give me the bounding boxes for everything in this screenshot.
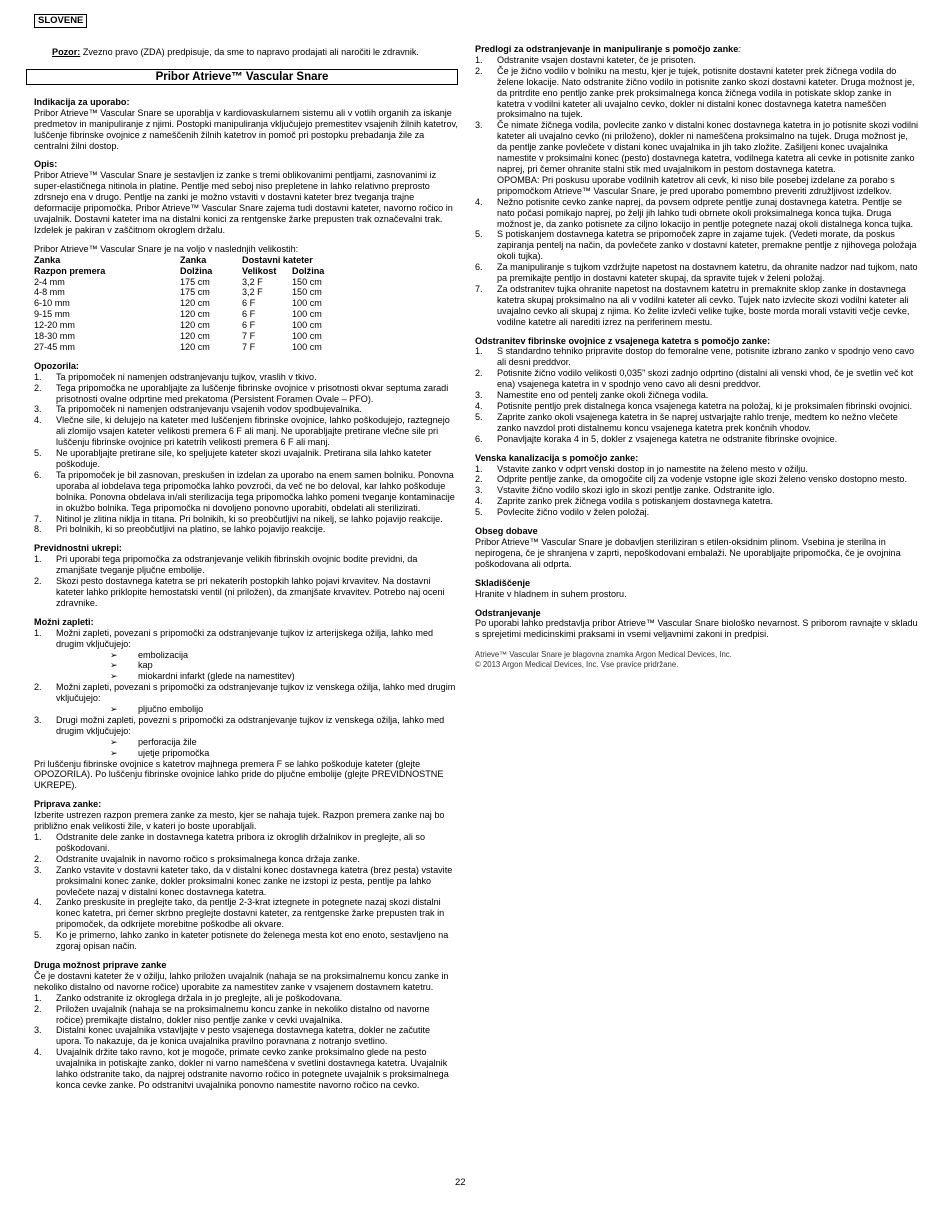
warnings-section	[34, 361, 458, 536]
item-text: Potisnite žično vodilo velikosti 0,035" skozi zadnjo odprtino (distalni ali venski vhod, če je svetlin več kot ena) vsajenega katetra in v spodnjo veno cavo ali desni preddvor.	[497, 368, 914, 390]
heading-suffix: :	[738, 44, 741, 54]
list-item	[34, 1047, 458, 1091]
item-number: 2.	[475, 474, 483, 485]
item-number: 1.	[34, 371, 42, 382]
item-number: 1.	[34, 554, 42, 565]
list-item	[34, 404, 458, 415]
table-row	[34, 298, 324, 309]
list-item	[34, 897, 458, 930]
item-number: 8.	[34, 524, 42, 535]
arrow-bullet-icon: ➢	[110, 671, 118, 682]
storage-section	[475, 578, 920, 600]
section-text: Po uporabi lahko predstavlja pribor Atrieve™ Vascular Snare biološko nevarnost. S priborom ravnajte v skladu s sprejetimi medicinskimi praksami in vsemi veljavnimi zakoni in predpisi.	[475, 618, 918, 640]
caution-statement	[34, 47, 458, 58]
item-number: 1.	[475, 463, 483, 474]
manipulation-section	[475, 44, 920, 328]
list-item	[475, 229, 920, 262]
list-item	[34, 628, 458, 683]
item-number: 3.	[34, 1025, 42, 1036]
item-text: Zaprite zanko okoli vsajenega katetra in še naprej ustvarjajte rahlo trenje, medtem ko nežno vlečete zanko navzdol proti distalnemu koncu vsajenega katetra prek končnih vhodov.	[497, 411, 898, 433]
item-text: Pri bolnikih, ki so preobčutljivi na platino, se lahko pojavijo reakcije.	[56, 524, 326, 535]
section-heading: Druga možnost priprave zanke	[34, 959, 167, 970]
table-cell: 120 cm	[180, 320, 210, 331]
item-text: Zaprite zanko prek žičnega vodila s potiskanjem dostavnega katetra.	[497, 496, 773, 507]
item-number: 2.	[34, 682, 42, 693]
list-item	[34, 1004, 458, 1026]
item-text: Ne uporabljajte pretirane sile, ko speljujete kateter skozi uvajalnik. Pretirana sila lahko kateter poškoduje.	[56, 448, 432, 469]
list-item	[475, 55, 920, 66]
table-cell: 150 cm	[292, 276, 322, 287]
list-item	[475, 485, 920, 496]
trademark-notice	[475, 650, 920, 670]
section-text: Če je dostavni kateter že v ožilju, lahko priložen uvajalnik (nahaja se na proksimalnemu koncu zanke in nekoliko distalno od navorne ročice) uporabite za namestitev zanke v vsajenem dostavnem katetru.	[34, 970, 449, 992]
list-item	[475, 346, 920, 368]
indication-section	[34, 97, 458, 152]
item-number: 5.	[34, 930, 42, 941]
language-label: SLOVENE	[34, 14, 87, 28]
table-cell: 120 cm	[180, 341, 210, 352]
item-text: Ta pripomoček je bil zasnovan, preskušen in izdelan za uporabo na enem samen bolniku. Ponovna uporaba al iobdelava tega pripomočka lahko povzroči, da več ne bo deloval, kar lahko poškoduje bolnika. Ponovna obdelava in/ali sterilizacija tega pripomočka lahko pomeni tveganje kontaminacije in okužbo bolnika. Tega pripomočka ni dovoljeno ponovno uporabiti, obdelati ali sterilizirati.	[56, 469, 455, 513]
table-header-cell: Dolžina	[180, 265, 213, 276]
sub-list-item	[110, 737, 458, 748]
list-item	[34, 415, 458, 448]
table-cell: 6 F	[242, 320, 256, 331]
section-text: Hranite v hladnem in suhem prostoru.	[475, 588, 627, 599]
item-text: Drugi možni zapleti, povezni s pripomočki za odstranjevanje tujkov iz venskega ožilja, lahko med drugim vključujejo:	[56, 714, 445, 736]
caution-text: Zvezno pravo (ZDA) predpisuje, da sme to napravo prodajati ali naročiti le zdravnik.	[80, 47, 419, 57]
sub-list	[56, 650, 458, 683]
list-item	[34, 514, 458, 525]
table-header-row	[34, 266, 324, 277]
table-cell: 175 cm	[180, 276, 210, 287]
sizes-table-body	[34, 277, 324, 353]
supply-section	[475, 526, 920, 570]
item-text: Zanko vstavite v dostavni kateter tako, da v distalni konec dostavnega katetra (brez pesta) vstavite proksimalni konec zanke, dokler proksimalni konec zanke ne izstopi iz pesta, pentlje pa lahko povlečete nazaj v distalni konec dostavnega katetra.	[56, 864, 453, 897]
table-cell: 100 cm	[292, 309, 322, 320]
section-heading: Obseg dobave	[475, 526, 538, 537]
item-number: 5.	[475, 229, 483, 240]
table-cell: 120 cm	[180, 298, 210, 309]
item-text: Če nimate žičnega vodila, povlecite zanko v distalni konec dostavnega katetra in jo potisnite skozi vodilni kateter ali uvajalno cevko (ni priloženo), dokler ni nameščena proksimalno na tujek. Druga možnost je, da pentlje zanke povlečete v distani konec uvajalnika in jih tako zložite. Zašiljeni konec uvajalnika namestite v proksimalni konec (pesto) dostavnega katetra, vodilnega katetra ali cevke in potisnite zanko naprej, pri čemer ohranite stalni stik med uvajalnikom in pestom dostavnega katetra. OPOMBA: Pri poskusu uporabe vodilnih katetrov ali cevk, ki niso bile posebej izdelane za porabo s pripomočkom Atrieve™ Vascular Snare, je pred uporabo pomembno preveriti združljivost izdelkov.	[497, 120, 919, 196]
section-heading: Priprava zanke:	[34, 799, 102, 810]
table-cell: 100 cm	[292, 341, 322, 352]
list-item	[34, 930, 458, 952]
item-text: Nitinol je zlitina niklja in titana. Pri bolnikih, ki so preobčutljivi na nikelj, se lahko pojavijo reakcije.	[56, 513, 443, 524]
item-number: 3.	[475, 120, 483, 131]
item-number: 3.	[34, 404, 42, 415]
item-text: Skozi pesto dostavnega katetra se pri nekaterih postopkih lahko pojavi krvavitev. Na dostavni kateter lahko priklopite hemostatski ventil (ni priložen), da zmanjšate krvavitev. Potrebo naj oceni zdravnike.	[56, 576, 445, 608]
sizes-intro: Pribor Atrieve™ Vascular Snare je na voljo v naslednjih velikostih:	[34, 243, 299, 254]
list-item	[34, 554, 458, 576]
list-item	[34, 470, 458, 514]
table-header-cell: Zanka	[180, 254, 207, 265]
item-text: Vlečne sile, ki delujejo na kateter med luščenjem fibrinske ovojnice, lahko poškodujejo, raztegnejo ali zlomijo vsajen kateter velikosti premera 6 F ali manj. Ne uporabljajte pretirane vlečne sile pri luščenju fibrinske ovojnice pri katetrih velikosti premera 6 F ali manj.	[56, 415, 450, 448]
item-text: Možni zapleti, povezani s pripomočki za odstranjevanje tujkov iz arterijskega ožilja, lahko med drugim vključujejo:	[56, 627, 434, 649]
table-cell: 9-15 mm	[34, 309, 70, 320]
sub-list	[56, 737, 458, 759]
warnings-list	[34, 372, 458, 536]
list-item	[475, 197, 920, 230]
table-cell: 120 cm	[180, 331, 210, 342]
manipulation-steps	[475, 55, 920, 328]
item-number: 4.	[475, 496, 483, 507]
disposal-section	[475, 608, 920, 641]
item-text: Možni zapleti, povezani s pripomočki za odstranjevanje tujkov iz venskega ožilja, lahko med drugim vključujejo:	[56, 682, 456, 704]
sizes-table	[34, 255, 324, 353]
left-column	[34, 47, 458, 1091]
heading-text: Predlogi za odstranjevanje in manipuliranje s pomočjo zanke	[475, 44, 739, 54]
table-cell: 3,2 F	[242, 276, 263, 287]
sub-item-text: miokardni infarkt (glede na namestitev)	[138, 671, 295, 682]
table-cell: 150 cm	[292, 287, 322, 298]
item-number: 3.	[475, 485, 483, 496]
table-header-cell: Zanka	[34, 254, 61, 265]
table-cell: 100 cm	[292, 298, 322, 309]
item-number: 2.	[34, 1003, 42, 1014]
list-item	[34, 448, 458, 470]
item-number: 6.	[475, 433, 483, 444]
list-item	[475, 412, 920, 434]
item-text: Pri uporabi tega pripomočka za odstranjevanje velikih fibrinskih ovojnic bodite previdni, da zmanjšate tveganje pljučne embolije.	[56, 554, 418, 576]
alt-prep-section	[34, 960, 458, 1091]
item-text: S potiskanjem dostavnega katetra se pripomoček zapre in zajame tujek. (Vedeti morate, da poskus zapiranja pentelj na način, da povlečete zanko v dostavni kateter, premakne pentlje z njihovega položaja okoli tujka).	[497, 229, 917, 262]
list-item	[34, 576, 458, 609]
list-item	[475, 474, 920, 485]
list-item	[475, 66, 920, 121]
table-cell: 4-8 mm	[34, 287, 65, 298]
item-text: Priložen uvajalnik (nahaja se na proksimalnemu koncu zanke in nekoliko distalno od navorne ročice) premikajte distalno, dokler niso pentlje zanke v cevki uvajalnika.	[56, 1003, 430, 1025]
sub-list	[56, 704, 458, 715]
table-header-row	[34, 255, 324, 266]
venous-section	[475, 453, 920, 518]
section-heading: Indikacija za uporabo:	[34, 96, 130, 107]
alt-prep-steps	[34, 993, 458, 1091]
section-text: Izberite ustrezen razpon premera zanke za mesto, kjer se nahaja tujek. Razpon premera zanke naj bo približno enak velikosti žile, v kateri jo boste uporabljali.	[34, 810, 445, 832]
prep-section	[34, 799, 458, 952]
table-cell: 100 cm	[292, 331, 322, 342]
item-text: Odstranite dele zanke in dostavnega katetra pribora iz okroglih držalnikov in preglejte, ali so poškodovani.	[56, 832, 426, 853]
item-number: 5.	[475, 507, 483, 518]
section-heading: Opozorila:	[34, 360, 79, 371]
section-text: Pribor Atrieve™ Vascular Snare je sestavljen iz zanke s tremi oblikovanimi pentljami, zasnovanimi iz super-elastičnega nitinola in platine. Pentlje med seboj niso prepletene in lahko relativno preprosto zdrsnejo ena v drugo. Pentlje na zanki je možno vstaviti v dostavni kateter brez tveganja trajne deformacije pripomočka. Pribor Atrieve™ Vascular Snare zajema tudi dostavni kateter, navorno ročico in uvajalnik. Dostavni kateter ima na distalni konici za rentgenske žarke prepusten trak označevalni trak. Izdelek je pakiran v zaščitnom okroglem držalu.	[34, 170, 453, 235]
item-number: 6.	[475, 262, 483, 273]
list-item	[475, 284, 920, 328]
section-heading: Previdnostni ukrepi:	[34, 543, 122, 554]
item-text: Odprite pentlje zanke, da omogočite cilj za vodenje vstopne igle skozi želeno vensko dostopno mesto.	[497, 474, 907, 485]
item-number: 7.	[475, 283, 483, 294]
item-text: Ko je primerno, lahko zanko in kateter potisnete do želenega mesta kot eno enoto, sestavljeno na zgoraj opisan način.	[56, 930, 449, 952]
item-number: 1.	[475, 346, 483, 357]
table-row	[34, 342, 324, 353]
list-item	[475, 390, 920, 401]
item-text: Vstavite žično vodilo skozi iglo in skozi pentlje zanke. Odstranite iglo.	[497, 485, 775, 496]
item-number: 4.	[34, 415, 42, 426]
item-text: Ta pripomoček ni namenjen odstranjevanju tujkov, vraslih v tkivo.	[56, 371, 317, 382]
item-text: Zanko preskusite in preglejte tako, da pentlje 2-3-krat iztegnete in potegnete nazaj skozi distalni konec katetra, pri čemer skrbno preglejte dostavni kateter, za rentgenske žarke prepusten trak in pripomoček, da odkrijete morebitne poškodbe ali okvare.	[56, 897, 445, 930]
list-item	[34, 715, 458, 759]
item-text: Tega pripomočka ne uporabljajte za luščenje fibrinske ovojnice v prisotnosti okvar septuma zaradi prisotnosti ovalne odprtine med prekatoma (Persistent Foramen Ovale – PFO).	[56, 382, 449, 404]
caution-label: Pozor:	[52, 47, 81, 57]
list-item	[475, 262, 920, 284]
table-cell: 6 F	[242, 298, 256, 309]
item-text: S standardno tehniko pripravite dostop do femoralne vene, potisnite izbrano zanko v spodnjo veno cavo ali desni preddvor.	[497, 346, 915, 368]
table-header-cell: Razpon premera	[34, 265, 106, 276]
arrow-bullet-icon: ➢	[110, 704, 118, 715]
list-item	[475, 120, 920, 196]
fibrin-steps	[475, 346, 920, 444]
section-heading: Skladiščenje	[475, 577, 531, 588]
item-number: 3.	[34, 714, 42, 725]
section-text: Pribor Atrieve™ Vascular Snare se uporablja v kardiovaskularnem sistemu ali v votlih organih za iskanje predmetov in manipuliranje z njimi. Postopki manipuliranja vključujejo premestitev vsajenih žilnih katetrov, luščenje fibrinske ovojnice z nameščenih žilnih katetrov in pomoč pri postopku prebadanja žile za centralni žilni dostop.	[34, 107, 458, 151]
item-text: Ta pripomoček ni namenjen odstranjevanju vsajenih vodov spodbujevalnika.	[56, 404, 362, 415]
item-text: Ponavljajte koraka 4 in 5, dokler z vsajenega katetra ne odstranite fibrinske ovojnice.	[497, 433, 838, 444]
item-number: 1.	[34, 832, 42, 842]
sub-item-text: perforacija žile	[138, 736, 197, 747]
table-row	[34, 277, 324, 288]
table-cell: 175 cm	[180, 287, 210, 298]
table-cell: 6-10 mm	[34, 298, 70, 309]
list-item	[475, 496, 920, 507]
table-header-cell: Dolžina	[292, 265, 325, 276]
description-section	[34, 159, 458, 235]
item-text: Uvajalnik držite tako ravno, kot je mogoče, primate cevko zanke proksimalno glede na pesto uvajalnika in potiskajte zanko, dokler ni varno nameščena v svetlini dostavnega katetra. Uvajalnik lahko odstranite tako, da najprej odstranite navorno ročico in potegnete uvajalnik s proksimalnega konca cevke zanke. Po odstranitvi uvajalnika ponovno namestite navorno ročico na cevko.	[56, 1047, 449, 1090]
table-cell: 7 F	[242, 341, 256, 352]
sub-list-item	[110, 660, 458, 671]
item-number: 2.	[475, 368, 483, 379]
arrow-bullet-icon: ➢	[110, 649, 118, 660]
table-row	[34, 309, 324, 320]
table-header-cell: Velikost	[242, 265, 277, 276]
section-heading: Odstranjevanje	[475, 607, 541, 618]
table-cell: 6 F	[242, 309, 256, 320]
item-number: 2.	[34, 853, 42, 864]
item-number: 5.	[475, 411, 483, 422]
item-number: 2.	[34, 382, 42, 393]
item-text: Za odstranitev tujka ohranite napetost na dostavnem katetru in premaknite sklop zanke in dostavnega katetra skupaj proksimalno na ali v vodilni kateter ali cevko. Tujek nato izvlecite skozi vodilni kateter ali uvajalno cevko ali skupaj z njima. Ko želite izvleči velike tujke, boste morda morali vstaviti večje cevke, vodilne katetre ali narediti izrez na periferinem mestu.	[497, 283, 910, 327]
item-text: Nežno potisnite cevko zanke naprej, da povsem odprete pentlje zunaj dostavnega katetra. Pentlje se nato počasi pomikajo naprej, po želji jih lahko tudi obrnete okoli proksimalnega konca tujka. Druga možnost je, da zanko potisnete za ciljno lokacijo in pentlje potegnete nazaj okoli distalnega konca tujka.	[497, 196, 914, 229]
sub-list-item	[110, 671, 458, 682]
list-item	[34, 832, 458, 854]
item-number: 4.	[475, 401, 483, 411]
list-item	[475, 507, 920, 518]
list-item	[34, 1025, 458, 1047]
table-cell: 2-4 mm	[34, 276, 65, 287]
item-text: Zanko odstranite iz okroglega držala in jo preglejte, ali je poškodovana.	[56, 992, 343, 1003]
arrow-bullet-icon: ➢	[110, 736, 118, 747]
section-heading: Odstranitev fibrinske ovojnice z vsajenega katetra s pomočjo zanke:	[475, 335, 771, 346]
complications-note: Pri luščenju fibrinske ovojnice s katetrov majhnega premera F se lahko poškoduje kateter (glejte OPOZORILA). Po luščenju fibrinske ovojnice lahko pride do pljučne embolije (glejte PREVIDNOSTNE UKREPE).	[34, 758, 444, 791]
item-number: 1.	[475, 54, 483, 65]
list-item	[34, 854, 458, 865]
item-number: 4.	[34, 1047, 42, 1058]
item-number: 5.	[34, 448, 42, 459]
section-text: Pribor Atrieve™ Vascular Snare je dobavljen steriliziran s etilen-oksidnim plinom. Vsebina je sterilna in nepirogena, če je shranjena v zaprti, nepoškodovani embalaži. Ne uporabljajte pripomočka, če je ovojnina poškodovana ali odprta.	[475, 536, 901, 569]
fibrin-section	[475, 336, 920, 445]
item-number: 1.	[34, 992, 42, 1003]
precautions-list	[34, 554, 458, 609]
section-heading	[475, 44, 920, 55]
table-cell: 7 F	[242, 331, 256, 342]
section-heading: Možni zapleti:	[34, 616, 94, 627]
table-row	[34, 331, 324, 342]
item-number: 2.	[475, 65, 483, 76]
list-item	[475, 434, 920, 445]
list-item	[34, 865, 458, 898]
sub-list-item	[110, 650, 458, 661]
item-text: Odstranite vsajen dostavni kateter, če je prisoten.	[497, 54, 696, 65]
prep-steps	[34, 832, 458, 952]
item-number: 2.	[34, 576, 42, 587]
item-number: 4.	[475, 196, 483, 207]
trademark-line: Atrieve™ Vascular Snare je blagovna znamka Argon Medical Devices, Inc.	[475, 650, 732, 660]
table-row	[34, 320, 324, 331]
list-item	[34, 372, 458, 383]
copyright-line: © 2013 Argon Medical Devices, Inc. Vse pravice pridržane.	[475, 660, 679, 670]
complications-list	[34, 628, 458, 759]
item-text: Povlecite žično vodilo v želen položaj.	[497, 507, 650, 518]
sub-list-item	[110, 704, 458, 715]
sub-item-text: embolizacija	[138, 649, 189, 660]
sub-item-text: ujetje pripomočka	[138, 747, 210, 758]
item-text: Odstranite uvajalnik in navorno ročico s proksimalnega konca držaja zanke.	[56, 853, 360, 864]
venous-steps	[475, 464, 920, 519]
item-text: Za manipuliranje s tujkom vzdržujte napetost na dostavnem katetru, da ohranite nadzor nad tujkom, nato pa premikajte pentljo in dostavni kateter skupaj, da spravite tujek v želeni položaj.	[497, 262, 918, 284]
item-text: Potisnite pentljo prek distalnega konca vsajenega katetra na položaj, ki je proksimalen fibrinski ovojnici.	[497, 401, 913, 411]
list-item	[475, 464, 920, 475]
document-title: Pribor Atrieve™ Vascular Snare	[26, 69, 458, 85]
item-number: 4.	[34, 897, 42, 908]
section-heading: Opis:	[34, 159, 58, 170]
list-item	[34, 524, 458, 535]
item-text: Distalni konec uvajalnika vstavljajte v pesto vsajenega dostavnega katetra, dokler ne začutite upora. To nakazuje, da je konica uvajalnika pravilno poravnana z notranjo svetlino.	[56, 1025, 431, 1047]
arrow-bullet-icon: ➢	[110, 660, 118, 671]
table-cell: 12-20 mm	[34, 320, 75, 331]
list-item	[34, 993, 458, 1004]
list-item	[475, 368, 920, 390]
page-number: 22	[455, 1177, 466, 1188]
item-text: Namestite eno od pentelj zanke okoli žičnega vodila.	[497, 390, 709, 401]
precautions-section	[34, 543, 458, 608]
right-column	[475, 44, 920, 670]
arrow-bullet-icon: ➢	[110, 747, 118, 758]
item-text: Vstavite zanko v odprt venski dostop in jo namestite na želeno mesto v ožilju.	[497, 463, 808, 474]
item-number: 3.	[475, 390, 483, 401]
item-number: 3.	[34, 864, 42, 875]
table-header-cell: Dostavni kateter	[242, 254, 313, 265]
item-number: 7.	[34, 513, 42, 524]
sub-item-text: kap	[138, 660, 153, 671]
table-row	[34, 287, 324, 298]
table-cell: 3,2 F	[242, 287, 263, 298]
table-cell: 120 cm	[180, 309, 210, 320]
table-cell: 18-30 mm	[34, 331, 75, 342]
section-heading: Venska kanalizacija s pomočjo zanke:	[475, 452, 639, 463]
sub-item-text: pljučno embolijo	[138, 704, 204, 715]
table-cell: 27-45 mm	[34, 341, 75, 352]
item-text: Če je žično vodilo v bolniku na mestu, kjer je tujek, potisnite dostavni kateter prek žičnega vodila do želene lokacije. Nato odstranite žično vodilo in potisnite zanko skozi dostavni kateter. Druga možnost je, da pritrdite eno pentljo zanke prek proksimalnega konca žičnega vodila in potiskate sklop zanke in katetra v vodilni kateter ali uvajalno cevko, dokler ni distalni konec dostavnega katetra nameščen proksimalno na tujek.	[497, 65, 915, 120]
item-number: 6.	[34, 469, 42, 480]
list-item	[34, 682, 458, 715]
table-cell: 100 cm	[292, 320, 322, 331]
sizes-section	[34, 244, 458, 353]
list-item	[475, 401, 920, 412]
list-item	[34, 383, 458, 405]
item-number: 1.	[34, 627, 42, 638]
complications-section	[34, 617, 458, 792]
sub-list-item	[110, 748, 458, 759]
